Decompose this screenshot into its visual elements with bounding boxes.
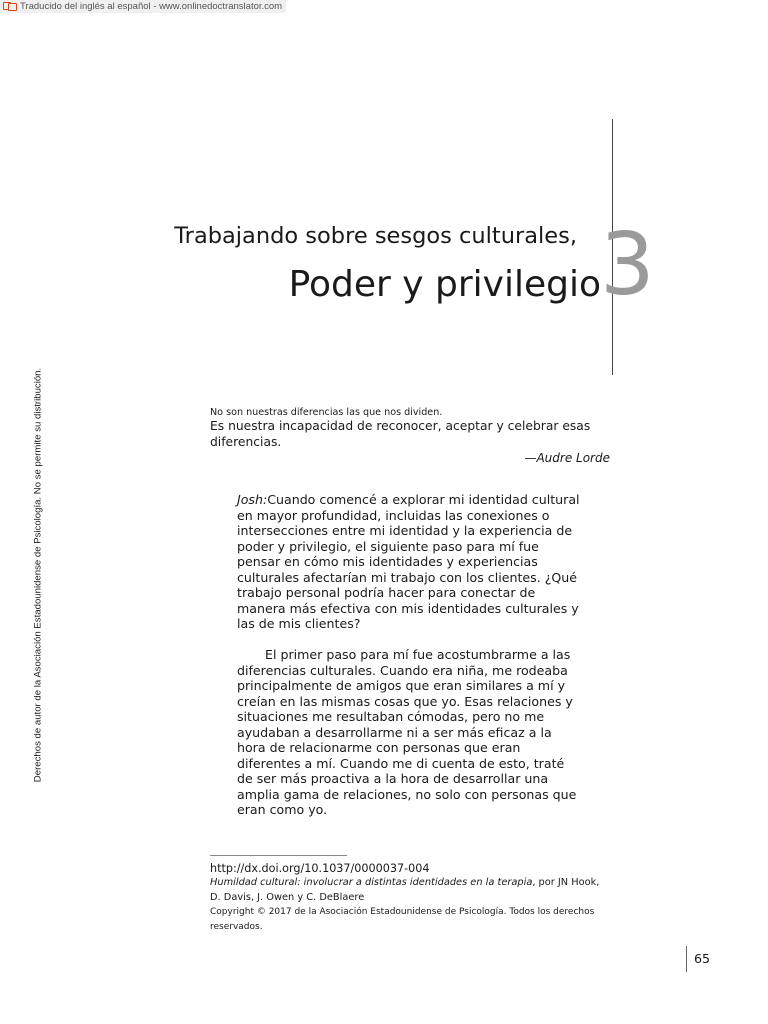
footnote-divider xyxy=(210,855,347,856)
page-number-divider xyxy=(686,946,687,972)
book-reference xyxy=(210,876,600,905)
side-notice-text: Derechos de autor de la Asociación Estadounidense de Psicología. No se permite su distribución. xyxy=(32,367,44,783)
paragraph-1 xyxy=(237,492,582,632)
chapter-title-line2: Poder y privilegio xyxy=(288,264,601,305)
copyright-notice: Copyright © 2017 de la Asociación Estadounidense de Psicología. Todos los derechos reservados. xyxy=(210,907,595,932)
epigraph-attribution: —Audre Lorde xyxy=(524,451,610,465)
book-authors: , por JN Hook, D. Davis, J. Owen y C. DeBlaere xyxy=(210,877,600,903)
epigraph xyxy=(210,406,610,465)
body-text xyxy=(237,492,582,818)
epigraph-line1: No son nuestras diferencias las que nos dividen. xyxy=(210,407,443,418)
chapter-title-line1: Trabajando sobre sesgos culturales, xyxy=(174,223,577,249)
footnote xyxy=(210,861,600,934)
translator-logo-icon xyxy=(3,2,17,11)
speaker-label: Josh: xyxy=(237,492,268,507)
book-title: Humildad cultural: involucrar a distintas identidades en la terapia xyxy=(210,877,533,888)
paragraph-1-text: Cuando comencé a explorar mi identidad cultural en mayor profundidad, incluidas las conexiones o intersecciones entre mi identidad y la experiencia de poder y privilegio, el siguiente paso para mí fue pensar en cómo mis identidades y experiencias culturales afectarían mi trabajo con los clientes. ¿Qué trabajo personal podría hacer para conectar de manera más efectiva con mis identidades culturales y las de mis clientes? xyxy=(237,492,580,631)
page-number: 65 xyxy=(694,951,711,966)
epigraph-line2: Es nuestra incapacidad de reconocer, aceptar y celebrar esas diferencias. xyxy=(210,419,591,449)
chapter-number: 3 xyxy=(600,215,655,315)
doi-link[interactable]: http://dx.doi.org/10.1037/0000037-004 xyxy=(210,862,430,875)
paragraph-2: El primer paso para mí fue acostumbrarme a las diferencias culturales. Cuando era niña, me rodeaba principalmente de amigos que eran similares a mí y creían en las mismas cosas que yo. Esas relaciones y situaciones me resultaban cómodas, pero no me ayudaban a desarrollarme ni a ser más eficaz a la hora de relacionarme con personas que eran diferentes a mí. Cuando me di cuenta de esto, traté de ser más proactiva a la hora de desarrollar una amplia gama de relaciones, no solo con personas que eran como yo. xyxy=(237,647,577,817)
banner-text[interactable]: Traducido del inglés al español - www.onlinedoctranslator.com xyxy=(20,1,283,12)
translation-banner[interactable] xyxy=(0,0,286,13)
